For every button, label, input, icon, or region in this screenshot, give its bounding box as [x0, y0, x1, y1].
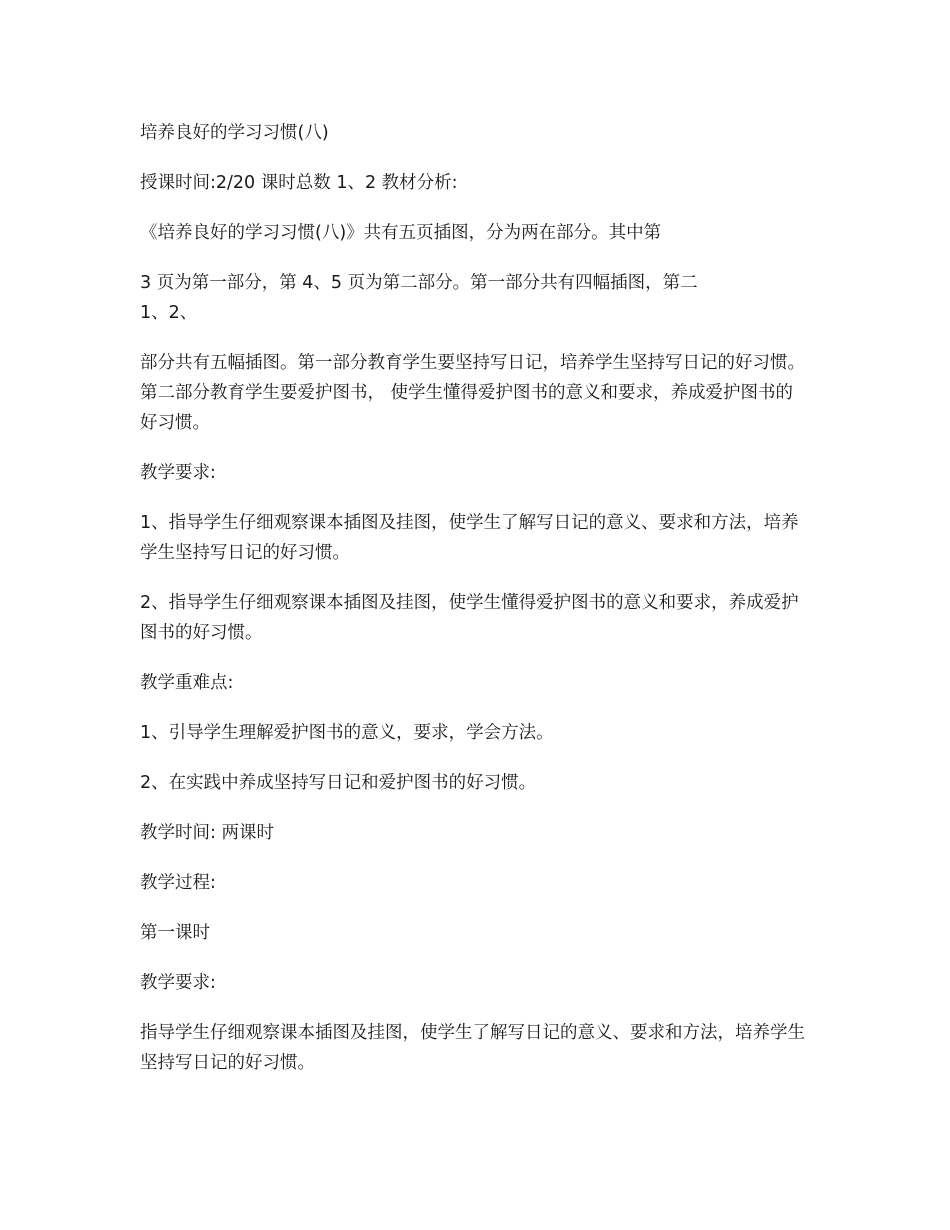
lesson-one-heading: 第一课时 [140, 923, 210, 943]
analysis-paragraph-3: 部分共有五幅插图。第一部分教育学生要坚持写日记，培养学生坚持写日记的好习惯。第二部分教育学生要爱护图书， 使学生懂得爱护图书的意义和要求，养成爱护图书的好习惯。 [140, 353, 805, 433]
document-title: 培养良好的学习习惯(八) [140, 123, 329, 143]
lesson-info: 授课时间:2/20 课时总数 1、2 教材分析: [140, 173, 458, 193]
analysis-paragraph-1: 《培养良好的学习习惯(八)》共有五页插图，分为两在部分。其中第 [140, 223, 662, 243]
section-heading-requirements-2: 教学要求: [140, 973, 216, 993]
section-heading-key-points: 教学重难点: [140, 673, 234, 693]
requirement-item-2: 2、指导学生仔细观察课本插图及挂图，使学生懂得爱护图书的意义和要求，养成爱护图书的好习惯。 [140, 593, 799, 643]
requirement-item-1: 1、指导学生仔细观察课本插图及挂图，使学生了解写日记的意义、要求和方法，培养学生坚持写日记的好习惯。 [140, 513, 799, 563]
analysis-paragraph-2: 3 页为第一部分，第 4、5 页为第二部分。第一部分共有四幅插图，第二 1、2、 [140, 273, 698, 323]
teaching-time: 教学时间: 两课时 [140, 823, 274, 843]
document-body [140, 118, 810, 1098]
key-point-item-2: 2、在实践中养成坚持写日记和爱护图书的好习惯。 [140, 773, 537, 793]
section-heading-process: 教学过程: [140, 873, 216, 893]
lesson-one-requirement: 指导学生仔细观察课本插图及挂图，使学生了解写日记的意义、要求和方法，培养学生坚持写日记的好习惯。 [140, 1023, 805, 1073]
section-heading-requirements: 教学要求: [140, 463, 216, 483]
key-point-item-1: 1、引导学生理解爱护图书的意义，要求，学会方法。 [140, 723, 554, 743]
